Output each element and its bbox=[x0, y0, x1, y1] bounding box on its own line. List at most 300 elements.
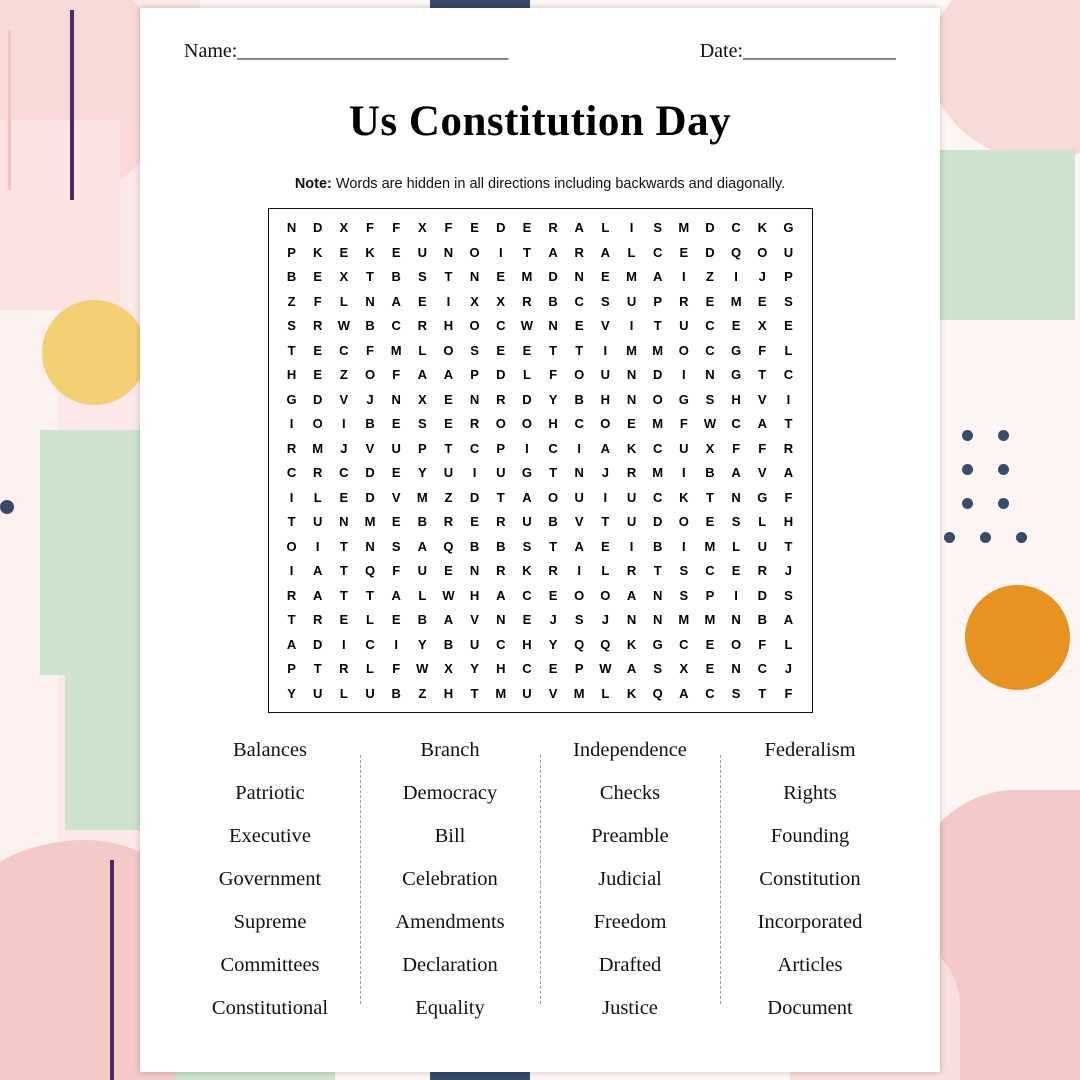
grid-letter[interactable]: D bbox=[705, 244, 715, 260]
grid-letter[interactable]: D bbox=[365, 489, 375, 505]
grid-letter[interactable]: H bbox=[496, 661, 506, 676]
grid-letter[interactable]: M bbox=[652, 416, 664, 431]
grid-letter[interactable]: O bbox=[312, 416, 323, 431]
grid-letter[interactable]: D bbox=[522, 391, 532, 407]
grid-letter[interactable]: S bbox=[522, 538, 532, 554]
grid-letter[interactable]: S bbox=[417, 269, 427, 284]
grid-letter[interactable]: T bbox=[339, 563, 348, 578]
grid-letter[interactable]: F bbox=[758, 342, 767, 358]
grid-letter[interactable]: F bbox=[732, 440, 741, 456]
grid-letter[interactable]: C bbox=[731, 220, 741, 235]
grid-letter[interactable]: S bbox=[417, 416, 427, 431]
grid-letter[interactable]: A bbox=[783, 465, 794, 480]
grid-letter[interactable]: L bbox=[366, 661, 374, 676]
grid-letter[interactable]: W bbox=[520, 318, 534, 333]
grid-letter[interactable]: A bbox=[548, 244, 558, 260]
grid-letter[interactable]: C bbox=[496, 636, 506, 652]
grid-letter[interactable]: J bbox=[340, 440, 348, 456]
grid-letter[interactable]: S bbox=[470, 342, 479, 358]
grid-letter[interactable]: S bbox=[287, 318, 296, 333]
grid-letter[interactable]: L bbox=[784, 342, 793, 358]
grid-letter[interactable]: B bbox=[757, 612, 767, 627]
grid-letter[interactable]: A bbox=[391, 293, 401, 309]
grid-letter[interactable]: Q bbox=[574, 636, 585, 652]
grid-letter[interactable]: Y bbox=[548, 636, 558, 652]
grid-letter[interactable]: E bbox=[470, 514, 479, 529]
grid-letter[interactable]: A bbox=[443, 612, 454, 627]
grid-letter[interactable]: N bbox=[286, 220, 297, 235]
grid-letter[interactable]: E bbox=[444, 416, 453, 431]
grid-letter[interactable]: C bbox=[679, 636, 689, 652]
grid-letter[interactable]: T bbox=[313, 661, 322, 676]
grid-letter[interactable]: N bbox=[731, 661, 741, 676]
grid-letter[interactable]: D bbox=[313, 220, 323, 235]
grid-letter[interactable]: I bbox=[682, 367, 686, 382]
word-list-item[interactable]: Drafted bbox=[598, 953, 662, 976]
grid-letter[interactable]: F bbox=[313, 293, 322, 309]
word-list-item[interactable]: Rights bbox=[783, 781, 837, 804]
grid-letter[interactable]: X bbox=[496, 293, 506, 309]
grid-letter[interactable]: D bbox=[705, 220, 715, 235]
grid-letter[interactable]: O bbox=[600, 587, 611, 603]
grid-letter[interactable]: C bbox=[652, 489, 663, 505]
grid-letter[interactable]: L bbox=[313, 489, 322, 505]
grid-letter[interactable]: M bbox=[495, 685, 507, 701]
grid-letter[interactable]: J bbox=[784, 661, 793, 676]
grid-letter[interactable]: D bbox=[496, 220, 506, 235]
grid-letter[interactable]: G bbox=[521, 465, 532, 480]
grid-letter[interactable]: M bbox=[364, 514, 376, 529]
grid-letter[interactable]: S bbox=[574, 612, 584, 627]
word-list-item[interactable]: Judicial bbox=[598, 867, 662, 890]
grid-letter[interactable]: O bbox=[548, 489, 559, 505]
grid-letter[interactable]: U bbox=[600, 367, 611, 382]
grid-letter[interactable]: C bbox=[574, 293, 584, 309]
grid-letter[interactable]: O bbox=[652, 391, 663, 407]
grid-letter[interactable]: P bbox=[417, 440, 427, 456]
grid-letter[interactable]: N bbox=[391, 391, 401, 407]
grid-letter[interactable]: T bbox=[705, 489, 714, 505]
grid-letter[interactable]: O bbox=[731, 636, 742, 652]
word-list-item[interactable]: Executive bbox=[229, 824, 311, 847]
grid-letter[interactable]: E bbox=[522, 342, 532, 358]
grid-letter[interactable]: T bbox=[444, 269, 453, 284]
grid-letter[interactable]: W bbox=[442, 587, 455, 603]
grid-letter[interactable]: H bbox=[286, 367, 297, 382]
grid-letter[interactable]: C bbox=[705, 563, 715, 578]
grid-letter[interactable]: V bbox=[548, 685, 558, 701]
grid-letter[interactable]: R bbox=[626, 563, 637, 578]
word-list-item[interactable]: Preamble bbox=[591, 824, 669, 847]
grid-letter[interactable]: E bbox=[705, 514, 715, 529]
grid-letter[interactable]: F bbox=[392, 661, 401, 676]
grid-letter[interactable]: I bbox=[603, 342, 608, 358]
grid-letter[interactable]: E bbox=[444, 391, 453, 407]
grid-letter[interactable]: D bbox=[548, 269, 558, 284]
grid-letter[interactable]: V bbox=[339, 391, 349, 407]
grid-letter[interactable]: A bbox=[679, 685, 689, 701]
grid-letter[interactable]: O bbox=[469, 244, 480, 260]
grid-letter[interactable]: A bbox=[417, 367, 427, 382]
grid-letter[interactable]: P bbox=[784, 269, 793, 284]
grid-letter[interactable]: I bbox=[394, 636, 398, 652]
grid-letter[interactable]: X bbox=[705, 440, 715, 456]
name-input-line[interactable]: ______________________________ bbox=[237, 40, 508, 62]
grid-letter[interactable]: B bbox=[417, 514, 427, 529]
grid-letter[interactable]: X bbox=[679, 661, 689, 676]
grid-letter[interactable]: R bbox=[496, 391, 506, 407]
grid-letter[interactable]: D bbox=[313, 636, 323, 652]
grid-letter[interactable]: S bbox=[705, 391, 715, 407]
grid-letter[interactable]: P bbox=[287, 661, 296, 676]
grid-letter[interactable]: X bbox=[757, 318, 767, 333]
grid-letter[interactable]: X bbox=[417, 220, 427, 235]
grid-letter[interactable]: G bbox=[757, 489, 768, 505]
grid-letter[interactable]: V bbox=[470, 612, 479, 627]
grid-letter[interactable]: F bbox=[549, 367, 558, 382]
word-search-grid[interactable] bbox=[279, 221, 802, 700]
grid-letter[interactable]: T bbox=[575, 342, 584, 358]
grid-letter[interactable]: C bbox=[339, 342, 349, 358]
grid-letter[interactable]: F bbox=[392, 563, 401, 578]
grid-letter[interactable]: B bbox=[548, 293, 558, 309]
grid-letter[interactable]: S bbox=[391, 538, 401, 554]
grid-letter[interactable]: F bbox=[392, 367, 401, 382]
grid-letter[interactable]: D bbox=[469, 489, 480, 505]
grid-letter[interactable]: A bbox=[783, 612, 794, 627]
grid-letter[interactable]: L bbox=[758, 514, 767, 529]
grid-letter[interactable]: D bbox=[313, 391, 323, 407]
grid-letter[interactable]: Q bbox=[443, 538, 454, 554]
grid-letter[interactable]: N bbox=[626, 612, 637, 627]
grid-letter[interactable]: A bbox=[600, 244, 611, 260]
grid-letter[interactable]: N bbox=[548, 318, 558, 333]
grid-letter[interactable]: S bbox=[601, 293, 610, 309]
grid-letter[interactable]: L bbox=[522, 367, 531, 382]
grid-letter[interactable]: Q bbox=[652, 685, 663, 701]
grid-letter[interactable]: I bbox=[577, 563, 582, 578]
grid-letter[interactable]: P bbox=[705, 587, 715, 603]
grid-letter[interactable]: E bbox=[313, 367, 323, 382]
grid-letter[interactable]: C bbox=[731, 416, 741, 431]
grid-letter[interactable]: F bbox=[758, 636, 767, 652]
grid-letter[interactable]: U bbox=[365, 685, 375, 701]
grid-letter[interactable]: T bbox=[366, 269, 374, 284]
grid-letter[interactable]: T bbox=[601, 514, 610, 529]
grid-letter[interactable]: E bbox=[313, 342, 323, 358]
grid-letter[interactable]: G bbox=[678, 391, 689, 407]
grid-letter[interactable]: A bbox=[443, 367, 454, 382]
grid-letter[interactable]: C bbox=[757, 661, 767, 676]
grid-letter[interactable]: Y bbox=[287, 685, 296, 701]
grid-letter[interactable]: Z bbox=[339, 367, 348, 382]
grid-letter[interactable]: K bbox=[757, 220, 767, 235]
grid-letter[interactable]: M bbox=[704, 538, 716, 554]
grid-letter[interactable]: R bbox=[496, 563, 506, 578]
grid-letter[interactable]: E bbox=[601, 538, 610, 554]
grid-letter[interactable]: W bbox=[337, 318, 350, 333]
grid-letter[interactable]: S bbox=[679, 563, 689, 578]
grid-letter[interactable]: S bbox=[653, 661, 662, 676]
grid-letter[interactable]: E bbox=[679, 244, 689, 260]
grid-letter[interactable]: A bbox=[757, 416, 767, 431]
grid-letter[interactable]: T bbox=[339, 538, 348, 554]
grid-letter[interactable]: O bbox=[757, 244, 768, 260]
grid-letter[interactable]: U bbox=[626, 514, 637, 529]
grid-letter[interactable]: C bbox=[286, 465, 297, 480]
grid-letter[interactable]: L bbox=[418, 587, 427, 603]
grid-letter[interactable]: E bbox=[731, 318, 741, 333]
grid-letter[interactable]: F bbox=[679, 416, 688, 431]
grid-letter[interactable]: K bbox=[522, 563, 532, 578]
grid-letter[interactable]: I bbox=[289, 489, 294, 505]
grid-letter[interactable]: E bbox=[470, 220, 479, 235]
grid-letter[interactable]: I bbox=[603, 489, 608, 505]
grid-letter[interactable]: T bbox=[653, 563, 662, 578]
word-list-item[interactable]: Incorporated bbox=[757, 910, 863, 933]
grid-letter[interactable]: O bbox=[521, 416, 532, 431]
grid-letter[interactable]: F bbox=[392, 220, 401, 235]
grid-letter[interactable]: I bbox=[315, 538, 320, 554]
word-list-item[interactable]: Document bbox=[767, 996, 853, 1019]
grid-letter[interactable]: E bbox=[574, 318, 584, 333]
grid-letter[interactable]: I bbox=[342, 636, 346, 652]
grid-letter[interactable]: P bbox=[287, 244, 296, 260]
grid-letter[interactable]: R bbox=[548, 220, 558, 235]
grid-letter[interactable]: I bbox=[786, 391, 791, 407]
grid-letter[interactable]: U bbox=[574, 489, 584, 505]
grid-letter[interactable]: O bbox=[678, 342, 689, 358]
grid-letter[interactable]: O bbox=[574, 587, 585, 603]
grid-letter[interactable]: X bbox=[339, 220, 349, 235]
grid-letter[interactable]: Z bbox=[287, 293, 296, 309]
grid-letter[interactable]: Z bbox=[705, 269, 714, 284]
grid-letter[interactable]: F bbox=[444, 220, 453, 235]
grid-letter[interactable]: G bbox=[783, 220, 794, 235]
grid-letter[interactable]: E bbox=[627, 416, 636, 431]
grid-letter[interactable]: T bbox=[287, 342, 296, 358]
grid-letter[interactable]: U bbox=[443, 465, 454, 480]
grid-letter[interactable]: B bbox=[286, 269, 297, 284]
grid-letter[interactable]: X bbox=[444, 661, 453, 676]
grid-letter[interactable]: E bbox=[339, 489, 349, 505]
grid-letter[interactable]: K bbox=[626, 636, 637, 652]
grid-letter[interactable]: R bbox=[313, 465, 323, 480]
grid-letter[interactable]: M bbox=[390, 342, 402, 358]
grid-letter[interactable]: D bbox=[365, 465, 375, 480]
grid-letter[interactable]: I bbox=[629, 538, 634, 554]
grid-letter[interactable]: N bbox=[469, 391, 480, 407]
grid-letter[interactable]: T bbox=[470, 685, 479, 701]
grid-letter[interactable]: N bbox=[731, 489, 741, 505]
word-list-item[interactable]: Amendments bbox=[395, 910, 505, 933]
grid-letter[interactable]: C bbox=[548, 440, 558, 456]
grid-letter[interactable]: R bbox=[286, 587, 297, 603]
grid-letter[interactable]: E bbox=[705, 661, 715, 676]
grid-letter[interactable]: X bbox=[470, 293, 479, 309]
grid-letter[interactable]: I bbox=[289, 563, 294, 578]
grid-letter[interactable]: T bbox=[549, 465, 558, 480]
grid-letter[interactable]: A bbox=[626, 587, 637, 603]
grid-letter[interactable]: I bbox=[525, 440, 529, 456]
grid-letter[interactable]: E bbox=[444, 563, 453, 578]
grid-letter[interactable]: R bbox=[339, 661, 349, 676]
grid-letter[interactable]: V bbox=[757, 391, 767, 407]
grid-letter[interactable]: O bbox=[469, 318, 480, 333]
grid-letter[interactable]: I bbox=[734, 587, 738, 603]
grid-letter[interactable]: I bbox=[682, 269, 686, 284]
grid-letter[interactable]: R bbox=[679, 293, 689, 309]
word-list-item[interactable]: Declaration bbox=[402, 953, 498, 976]
word-list-item[interactable]: Committees bbox=[220, 953, 320, 976]
grid-letter[interactable]: R bbox=[783, 440, 794, 456]
grid-letter[interactable]: R bbox=[548, 563, 558, 578]
grid-letter[interactable]: T bbox=[549, 538, 558, 554]
grid-letter[interactable]: J bbox=[366, 391, 374, 407]
grid-letter[interactable]: S bbox=[731, 514, 741, 529]
grid-letter[interactable]: J bbox=[758, 269, 766, 284]
grid-letter[interactable]: U bbox=[496, 465, 506, 480]
grid-letter[interactable]: Q bbox=[731, 244, 742, 260]
grid-letter[interactable]: N bbox=[365, 293, 375, 309]
grid-letter[interactable]: V bbox=[601, 318, 610, 333]
grid-letter[interactable]: A bbox=[286, 636, 297, 652]
grid-letter[interactable]: N bbox=[626, 367, 637, 382]
grid-letter[interactable]: T bbox=[784, 538, 793, 554]
grid-letter[interactable]: U bbox=[626, 293, 637, 309]
grid-letter[interactable]: U bbox=[417, 244, 427, 260]
grid-letter[interactable]: M bbox=[521, 269, 533, 284]
grid-letter[interactable]: E bbox=[601, 269, 610, 284]
grid-letter[interactable]: P bbox=[653, 293, 662, 309]
grid-letter[interactable]: M bbox=[416, 489, 428, 505]
grid-letter[interactable]: R bbox=[313, 612, 323, 627]
grid-letter[interactable]: U bbox=[679, 318, 689, 333]
grid-letter[interactable]: N bbox=[731, 612, 741, 627]
grid-letter[interactable]: W bbox=[416, 661, 429, 676]
grid-letter[interactable]: I bbox=[342, 416, 346, 431]
grid-letter[interactable]: K bbox=[626, 440, 637, 456]
grid-letter[interactable]: J bbox=[784, 563, 793, 578]
grid-letter[interactable]: G bbox=[731, 367, 742, 382]
grid-letter[interactable]: X bbox=[417, 391, 427, 407]
grid-letter[interactable]: Q bbox=[600, 636, 611, 652]
grid-letter[interactable]: A bbox=[574, 538, 584, 554]
grid-letter[interactable]: H bbox=[731, 391, 741, 407]
grid-letter[interactable]: E bbox=[391, 244, 401, 260]
grid-letter[interactable]: U bbox=[417, 563, 427, 578]
grid-letter[interactable]: V bbox=[757, 465, 767, 480]
grid-letter[interactable]: H bbox=[443, 318, 454, 333]
grid-letter[interactable]: E bbox=[522, 612, 532, 627]
grid-letter[interactable]: I bbox=[682, 465, 686, 480]
grid-letter[interactable]: N bbox=[574, 465, 584, 480]
grid-letter[interactable]: D bbox=[496, 367, 506, 382]
grid-letter[interactable]: R bbox=[757, 563, 767, 578]
grid-letter[interactable]: G bbox=[652, 636, 663, 652]
grid-letter[interactable]: V bbox=[365, 440, 375, 456]
word-list-item[interactable]: Founding bbox=[770, 824, 850, 847]
word-list-item[interactable]: Independence bbox=[573, 738, 687, 761]
grid-letter[interactable]: F bbox=[784, 685, 793, 701]
grid-letter[interactable]: C bbox=[522, 587, 532, 603]
grid-letter[interactable]: V bbox=[391, 489, 401, 505]
grid-letter[interactable]: S bbox=[653, 220, 662, 235]
grid-letter[interactable]: E bbox=[391, 416, 401, 431]
grid-letter[interactable]: F bbox=[784, 489, 793, 505]
grid-letter[interactable]: B bbox=[496, 538, 506, 554]
grid-letter[interactable]: N bbox=[574, 269, 584, 284]
grid-letter[interactable]: M bbox=[730, 293, 742, 309]
grid-letter[interactable]: R bbox=[417, 318, 427, 333]
word-list-item[interactable]: Supreme bbox=[233, 910, 307, 933]
grid-letter[interactable]: M bbox=[678, 220, 690, 235]
grid-letter[interactable]: D bbox=[652, 367, 663, 382]
grid-letter[interactable]: I bbox=[472, 465, 477, 480]
grid-letter[interactable]: R bbox=[443, 514, 454, 529]
grid-letter[interactable]: B bbox=[443, 636, 454, 652]
grid-letter[interactable]: U bbox=[783, 244, 794, 260]
grid-letter[interactable]: R bbox=[522, 293, 532, 309]
grid-letter[interactable]: H bbox=[469, 587, 480, 603]
grid-letter[interactable]: M bbox=[652, 342, 664, 358]
grid-letter[interactable]: R bbox=[313, 318, 323, 333]
grid-letter[interactable]: S bbox=[679, 587, 689, 603]
grid-letter[interactable]: K bbox=[626, 685, 637, 701]
grid-letter[interactable]: B bbox=[391, 269, 401, 284]
grid-letter[interactable]: O bbox=[495, 416, 506, 431]
grid-letter[interactable]: N bbox=[469, 269, 480, 284]
grid-letter[interactable]: B bbox=[391, 685, 401, 701]
grid-letter[interactable]: A bbox=[574, 220, 584, 235]
grid-letter[interactable]: R bbox=[286, 440, 297, 456]
word-list-item[interactable]: Branch bbox=[420, 738, 480, 761]
grid-letter[interactable]: A bbox=[417, 538, 427, 554]
grid-letter[interactable]: B bbox=[705, 465, 715, 480]
grid-letter[interactable]: N bbox=[652, 612, 663, 627]
grid-letter[interactable]: E bbox=[705, 636, 715, 652]
grid-letter[interactable]: C bbox=[522, 661, 532, 676]
grid-letter[interactable]: N bbox=[652, 587, 663, 603]
grid-letter[interactable]: C bbox=[783, 367, 794, 382]
word-list-item[interactable]: Checks bbox=[599, 781, 661, 804]
grid-letter[interactable]: H bbox=[522, 636, 532, 652]
grid-letter[interactable]: N bbox=[365, 538, 375, 554]
grid-letter[interactable]: O bbox=[364, 367, 376, 382]
grid-letter[interactable]: D bbox=[652, 514, 663, 529]
grid-letter[interactable]: E bbox=[548, 587, 558, 603]
grid-letter[interactable]: E bbox=[548, 661, 558, 676]
grid-letter[interactable]: M bbox=[626, 342, 637, 358]
grid-letter[interactable]: A bbox=[313, 587, 323, 603]
word-list-item[interactable]: Equality bbox=[415, 996, 485, 1019]
grid-letter[interactable]: N bbox=[705, 367, 715, 382]
grid-letter[interactable]: C bbox=[705, 318, 715, 333]
grid-letter[interactable]: K bbox=[679, 489, 689, 505]
grid-letter[interactable]: C bbox=[705, 342, 715, 358]
grid-letter[interactable]: O bbox=[443, 342, 454, 358]
grid-letter[interactable]: C bbox=[339, 465, 349, 480]
grid-letter[interactable]: B bbox=[574, 391, 584, 407]
grid-letter[interactable]: A bbox=[600, 440, 611, 456]
grid-letter[interactable]: M bbox=[312, 440, 324, 456]
grid-letter[interactable]: L bbox=[601, 220, 610, 235]
grid-letter[interactable]: E bbox=[757, 293, 767, 309]
grid-letter[interactable]: T bbox=[653, 318, 662, 333]
grid-letter[interactable]: L bbox=[784, 636, 793, 652]
grid-letter[interactable]: C bbox=[705, 685, 715, 701]
word-list-item[interactable]: Balances bbox=[233, 738, 307, 761]
